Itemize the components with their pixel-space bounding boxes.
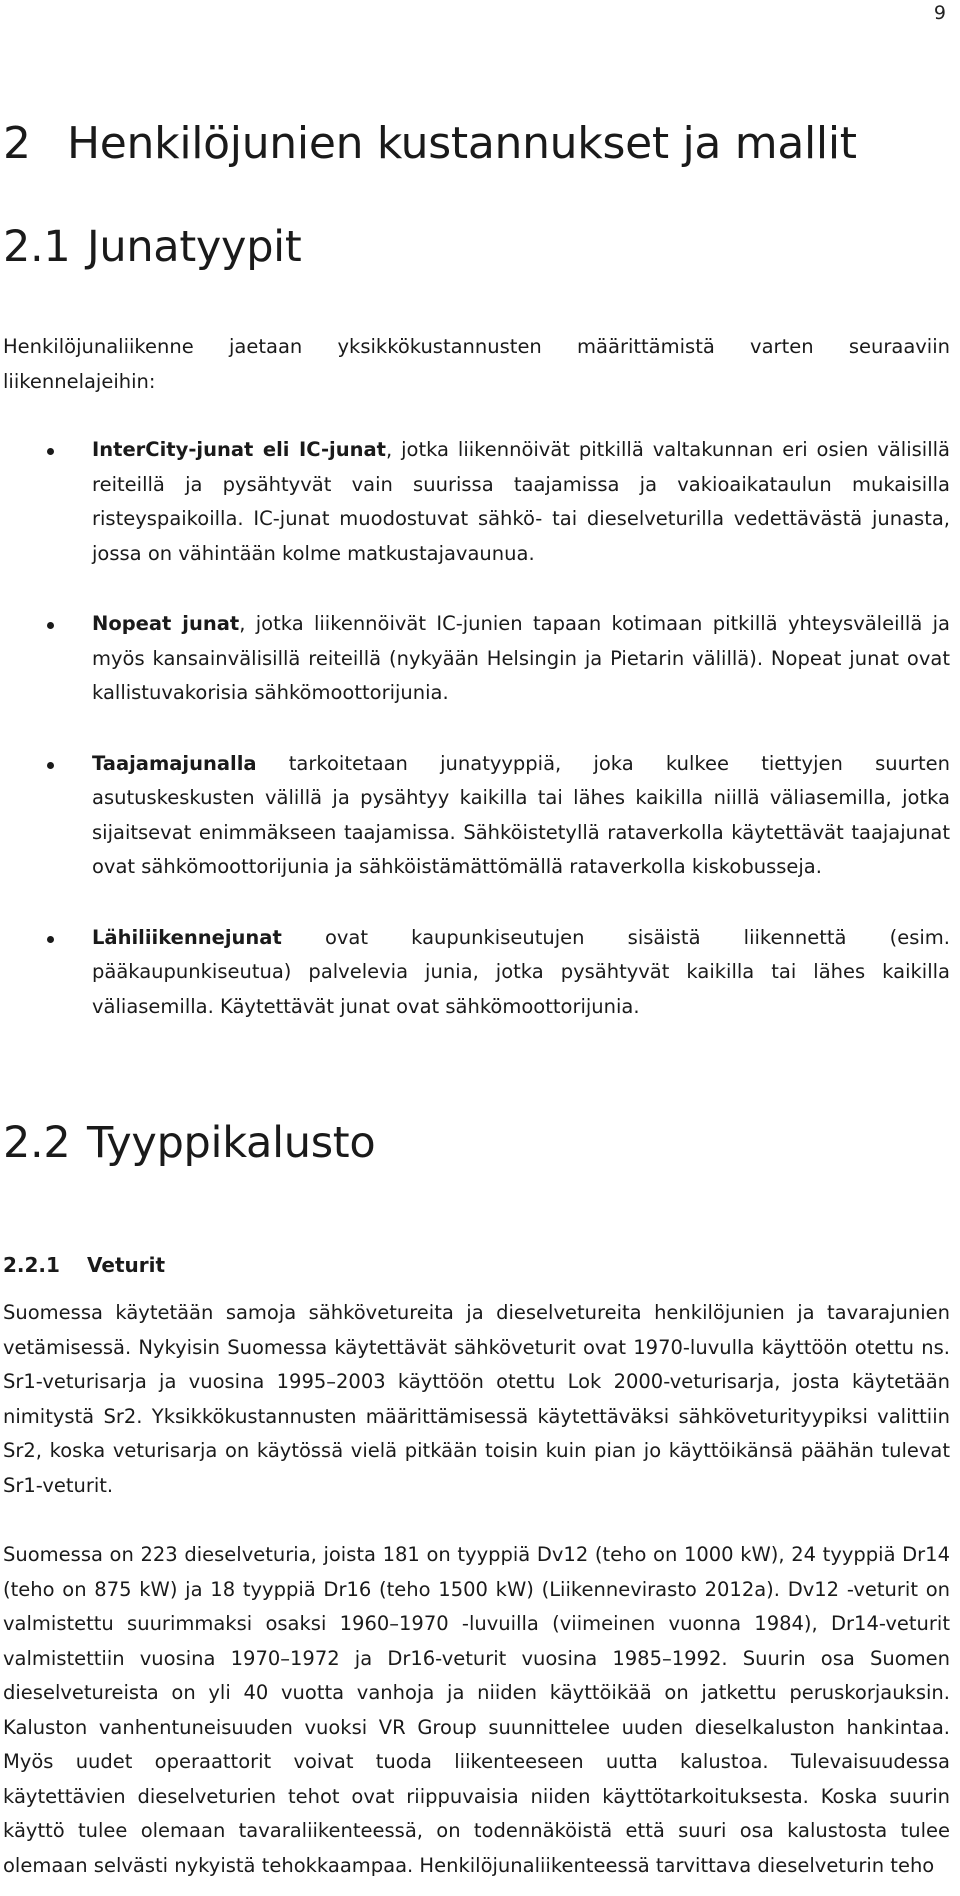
- subsection-number: 2.2.1: [3, 1253, 60, 1277]
- list-item: [3, 607, 950, 711]
- subsection-heading-veturit: [3, 1253, 165, 1277]
- list-item-text: , jotka liikennöivät pitkillä valtakunnan eri osien välisillä reiteillä ja pysähtyvät vain suurissa taajamissa ja vakioaikataulun mukaisilla risteyspaikoilla. IC-junat muodostuvat sähkö- tai dieselveturilla vedettävästä junasta, jossa on vähintään kolme matkustajavaunua.: [92, 438, 950, 565]
- train-type-list: [3, 433, 950, 1024]
- list-item-text: ovat kaupunkiseutujen sisäistä liikennettä (esim. pääkaupunkiseutua) palvelevia junia, jotka pysähtyvät kaikilla tai lähes kaikilla väliasemilla. Käytettävät junat ovat sähkömoottorijunia.: [92, 925, 950, 1018]
- section-number: 2.1: [3, 222, 71, 272]
- chapter-number: 2: [3, 118, 31, 169]
- list-item-lead: InterCity-junat eli IC-junat: [92, 438, 386, 461]
- section-number: 2.2: [3, 1118, 71, 1168]
- list-item-text: , jotka liikennöivät IC-junien tapaan kotimaan pitkillä yhteysväleillä ja myös kansainvälisillä reiteillä (nykyään Helsingin ja Pietarin välillä). Nopeat junat ovat kallistuvakorisia sähkömoottorijunia.: [92, 612, 950, 704]
- list-item: [3, 433, 950, 571]
- bullet-icon: [47, 936, 54, 943]
- bullet-icon: [47, 762, 54, 769]
- list-item-lead: Nopeat junat: [92, 612, 240, 635]
- section-title: Junatyypit: [87, 222, 302, 272]
- page-number: 9: [933, 2, 946, 24]
- section-heading-junatyypit: [3, 222, 301, 272]
- list-item: [3, 921, 950, 1025]
- section-heading-tyyppikalusto: [3, 1118, 375, 1168]
- intro-paragraph: Henkilöjunaliikenne jaetaan yksikkökustannusten määrittämistä varten seuraaviin liikennelajeihin:: [3, 335, 950, 393]
- subsection-title: Veturit: [87, 1253, 166, 1277]
- body-paragraph: Suomessa käytetään samoja sähkövetureita ja dieselvetureita henkilöjunien ja tavarajunien vetämisessä. Nykyisin Suomessa käytettävät sähköveturit ovat 1970-luvulla käyttöön otettu ns. Sr1-veturisarja ja vuosina 1995–2003 käyttöön otettu Lok 2000-veturisarja, josta käytetään nimitystä Sr2. Yksikkökustannusten määrittämisessä käytettäväksi sähköveturityypiksi valittiin Sr2, koska veturisarja on käytössä vielä pitkään toisin kuin pian jo käyttöikänsä päähän tulevat Sr1-veturit.: [3, 1301, 950, 1497]
- chapter-heading: [3, 118, 857, 169]
- bullet-icon: [47, 622, 54, 629]
- bullet-icon: [47, 448, 54, 455]
- list-item-lead: Lähiliikennejunat: [92, 925, 282, 949]
- chapter-title: Henkilöjunien kustannukset ja mallit: [67, 118, 857, 169]
- section-title: Tyyppikalusto: [87, 1118, 376, 1168]
- list-item-lead: Taajamajunalla: [92, 751, 257, 775]
- body-paragraph: Suomessa on 223 dieselveturia, joista 181 on tyyppiä Dv12 (teho on 1000 kW), 24 tyyppiä Dr14 (teho on 875 kW) ja 18 tyyppiä Dr16 (teho 1500 kW) (Liikennevirasto 2012a). Dv12 -veturit on valmistettu suurimmaksi osaksi 1960–1970 -luvuilla (viimeinen vuonna 1984), Dr14-veturit valmistettiin vuosina 1970–1972 ja Dr16-veturit vuosina 1985–1992. Suurin osa Suomen dieselvetureista on yli 40 vuotta vanhoja ja niiden käyttöikää on jatkettu peruskorjauksin. Kaluston vanhentuneisuuden vuoksi VR Group suunnittelee uuden dieselkaluston hankintaa. Myös uudet operaattorit voivat tuoda liikenteeseen uutta kalustoa. Tulevaisuudessa käytettävien dieselveturien tehot ovat riippuvaisia niiden käyttötarkoituksesta. Koska suurin käyttö tulee olemaan tavaraliikenteessä, on todennäköistä että suuri osa kalustosta tulee olemaan selvästi nykyistä tehokkaampaa. Henkilöjunaliikenteessä tarvittava dieselveturin teho: [3, 1543, 950, 1877]
- list-item-text: tarkoitetaan junatyyppiä, joka kulkee tiettyjen suurten asutuskeskusten välillä ja pysähtyy kaikilla tai lähes kaikilla niillä väliasemilla, jotka sijaitsevat enimmäkseen taajamissa. Sähköistetyllä rataverkolla käytettävät taajajunat ovat sähkömoottorijunia ja sähköistämättömällä rataverkolla kiskobusseja.: [92, 751, 950, 878]
- list-item: [3, 747, 950, 885]
